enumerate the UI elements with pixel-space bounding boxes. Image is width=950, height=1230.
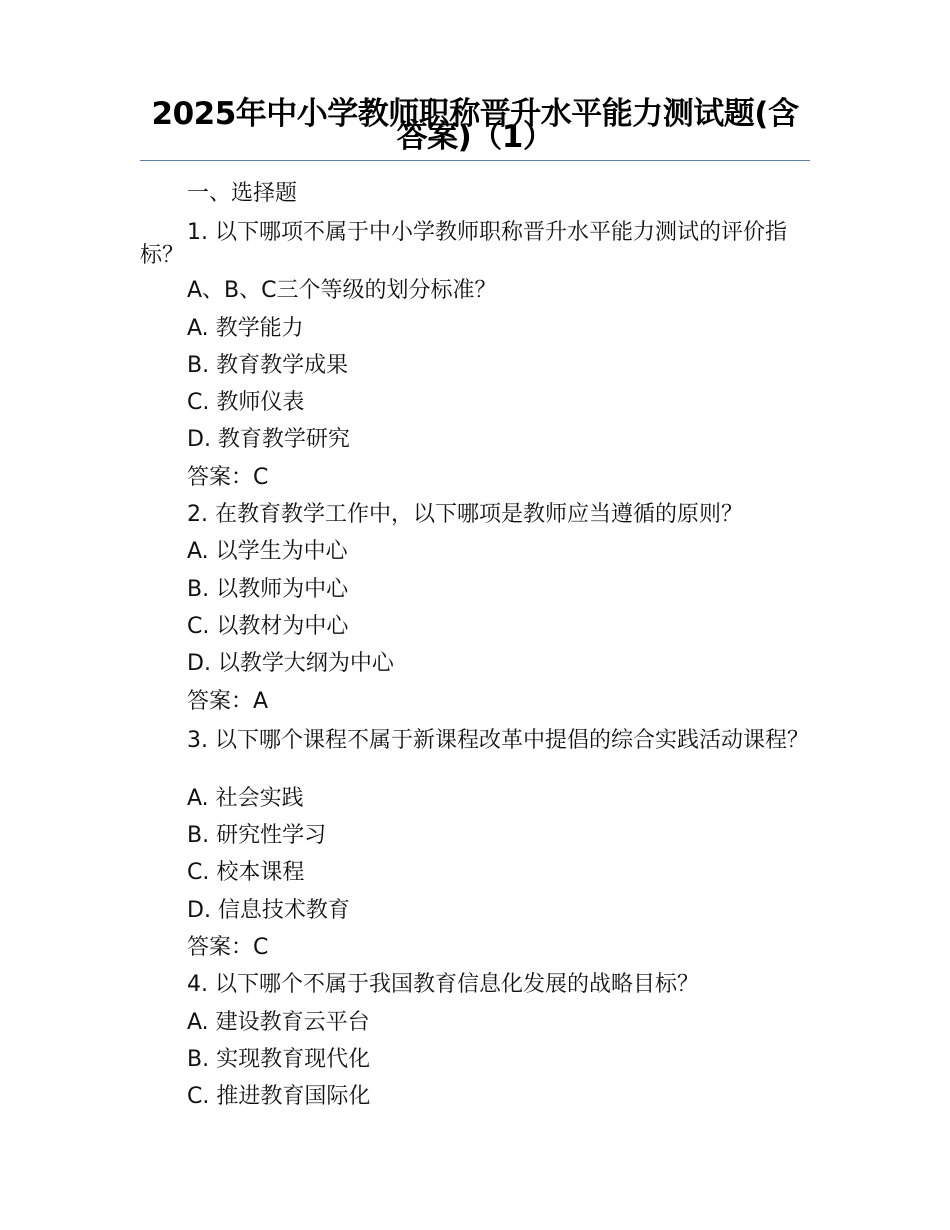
question-4-option-b: B. 实现教育现代化 [187,1046,371,1072]
question-4: 4. 以下哪个不属于我国教育信息化发展的战略目标？ [187,972,699,998]
document-title: 2025年中小学教师职称晋升水平能力测试题(含答案)（1） [151,96,799,155]
question-2-option-b: B. 以教师为中心 [187,576,349,602]
question-3-option-d: D. 信息技术教育 [187,897,350,923]
question-2-option-c: C. 以教材为中心 [187,613,349,639]
question-4-option-c: C. 推进教育国际化 [187,1084,371,1110]
question-1-option-a: A. 教学能力 [187,315,304,341]
question-1-continuation: A、B、C三个等级的划分标准？ [187,278,497,304]
question-1-answer: 答案：C [187,464,269,490]
question-2-option-a: A. 以学生为中心 [187,539,348,565]
question-3-option-a: A. 社会实践 [187,785,304,811]
question-3: 3. 以下哪个课程不属于新课程改革中提倡的综合实践活动课程？ [187,727,809,753]
question-1-option-c: C. 教师仪表 [187,390,305,416]
question-1: 1. 以下哪项不属于中小学教师职称晋升水平能力测试的评价指标？ [140,220,787,269]
title-divider [140,160,810,161]
question-4-option-a: A. 建设教育云平台 [187,1009,370,1035]
question-1-option-b: B. 教育教学成果 [187,352,349,378]
question-1-option-d: D. 教育教学研究 [187,427,350,453]
question-2: 2. 在教育教学工作中，以下哪项是教师应当遵循的原则？ [187,502,743,528]
document-body [140,180,810,1121]
question-3-option-c: C. 校本课程 [187,860,305,886]
question-3-answer: 答案：C [187,935,269,961]
question-3-option-b: B. 研究性学习 [187,823,327,849]
question-2-answer: 答案：A [187,688,269,714]
section-heading: 一、选择题 [187,181,298,206]
question-2-option-d: D. 以教学大纲为中心 [187,651,394,677]
